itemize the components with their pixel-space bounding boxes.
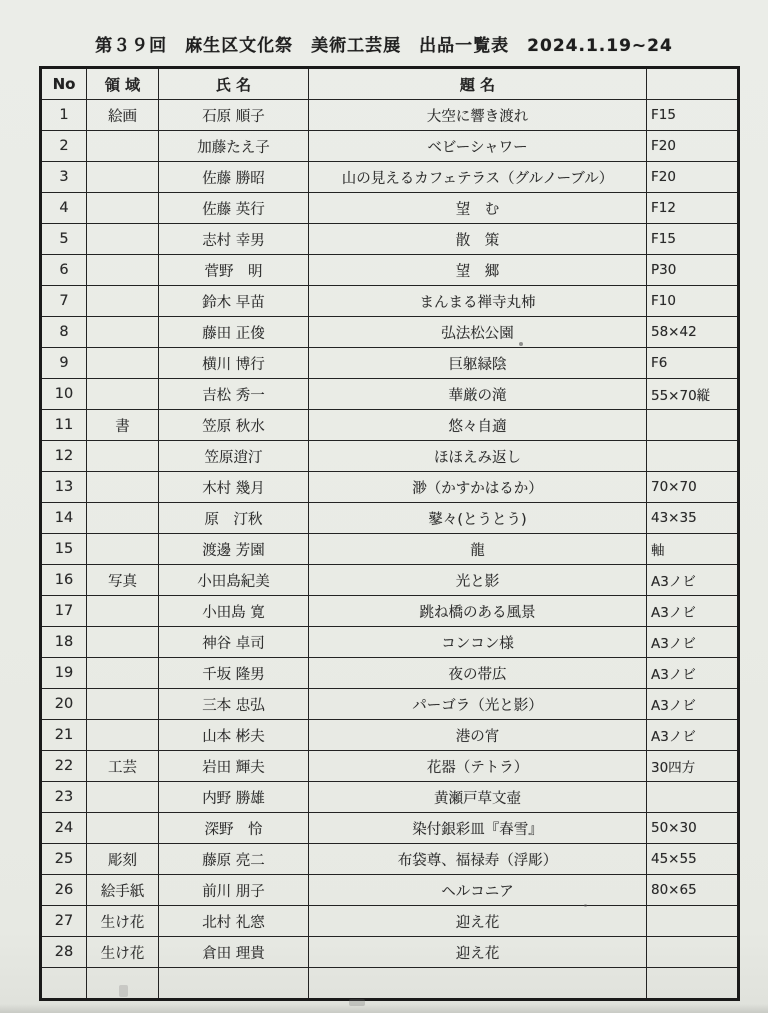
table-row [41,689,739,720]
cell-title: 山の見えるカフェテラス（グルノーブル） [309,162,647,193]
cell-size: F15 [647,100,739,131]
cell-no: 8 [41,317,87,348]
cell-title: 花器（テトラ） [309,751,647,782]
header-row [41,68,739,100]
cell-size: F20 [647,131,739,162]
cell-title: 黄瀬戸草文壺 [309,782,647,813]
cell-name: 藤田 正俊 [159,317,309,348]
cell-no: 5 [41,224,87,255]
cell-field [87,224,159,255]
cell-size: F6 [647,348,739,379]
cell-field [87,162,159,193]
cell-title: 跳ね橋のある風景 [309,596,647,627]
cell-size: P30 [647,255,739,286]
cell-size [647,782,739,813]
cell-name: 佐藤 勝昭 [159,162,309,193]
table-row [41,162,739,193]
cell-size [647,937,739,968]
cell-no: 2 [41,131,87,162]
table-row [41,317,739,348]
table-row [41,224,739,255]
cell-field [87,193,159,224]
cell-field [87,503,159,534]
cell-name: 鈴木 早苗 [159,286,309,317]
cell-name: 笠原 秋水 [159,410,309,441]
cell-field [87,658,159,689]
cell-field: 彫刻 [87,844,159,875]
cell-field: 書 [87,410,159,441]
cell-title: 悠々自適 [309,410,647,441]
cell-name: 渡邊 芳園 [159,534,309,565]
cell-size: F10 [647,286,739,317]
cell-no: 19 [41,658,87,689]
cell-title: 迎え花 [309,906,647,937]
cell-name: 三本 忠弘 [159,689,309,720]
cell-name: 小田島 寛 [159,596,309,627]
cell-size: F20 [647,162,739,193]
cell-field [87,131,159,162]
cell-title: コンコン様 [309,627,647,658]
table-row [41,534,739,565]
scan-edge-shadow [0,1004,768,1013]
cell-size: 50×30 [647,813,739,844]
cell-title: 弘法松公園 [309,317,647,348]
header-field: 領 域 [87,68,159,100]
cell-field [87,968,159,1000]
cell-field: 生け花 [87,937,159,968]
cell-no: 11 [41,410,87,441]
cell-name: 横川 博行 [159,348,309,379]
cell-title: 大空に響き渡れ [309,100,647,131]
cell-title: 港の宵 [309,720,647,751]
cell-size: 43×35 [647,503,739,534]
cell-no: 16 [41,565,87,596]
cell-size: F12 [647,193,739,224]
cell-name: 原 汀秋 [159,503,309,534]
cell-field [87,689,159,720]
cell-size: 55×70縦 [647,379,739,410]
cell-title: 散 策 [309,224,647,255]
table-row [41,131,739,162]
table-row [41,751,739,782]
cell-name: 山本 彬夫 [159,720,309,751]
header-name: 氏 名 [159,68,309,100]
cell-size: A3ノビ [647,689,739,720]
cell-title: 龍 [309,534,647,565]
cell-title [309,968,647,1000]
page-title: 第３９回 麻生区文化祭 美術工芸展 出品一覧表 2024.1.19~24 [95,36,673,56]
cell-no: 25 [41,844,87,875]
cell-title: 布袋尊、福禄寿（浮彫） [309,844,647,875]
table-row [41,813,739,844]
cell-size: 45×55 [647,844,739,875]
cell-name: 北村 礼窓 [159,906,309,937]
cell-field [87,534,159,565]
table-row [41,286,739,317]
cell-title: 華厳の滝 [309,379,647,410]
cell-no: 4 [41,193,87,224]
cell-name: 神谷 卓司 [159,627,309,658]
table-row [41,627,739,658]
cell-title: まんまる禅寺丸柿 [309,286,647,317]
table-row [41,193,739,224]
cell-no: 20 [41,689,87,720]
cell-size [647,906,739,937]
cell-no: 9 [41,348,87,379]
cell-title: パーゴラ（光と影） [309,689,647,720]
table-row [41,410,739,441]
cell-name: 小田島紀美 [159,565,309,596]
cell-title: 鼕々(とうとう) [309,503,647,534]
cell-name: 加藤たえ子 [159,131,309,162]
cell-no: 21 [41,720,87,751]
cell-size: A3ノビ [647,627,739,658]
cell-field: 生け花 [87,906,159,937]
cell-name: 石原 順子 [159,100,309,131]
cell-size: F15 [647,224,739,255]
cell-name: 藤原 亮二 [159,844,309,875]
table-row [41,658,739,689]
cell-no: 23 [41,782,87,813]
cell-size: 58×42 [647,317,739,348]
cell-no: 24 [41,813,87,844]
cell-size: A3ノビ [647,720,739,751]
cell-field [87,627,159,658]
table-header [41,68,739,100]
cell-title: 迎え花 [309,937,647,968]
cell-no: 1 [41,100,87,131]
cell-field [87,813,159,844]
cell-no: 13 [41,472,87,503]
cell-no: 3 [41,162,87,193]
cell-no: 10 [41,379,87,410]
cell-name: 倉田 理貴 [159,937,309,968]
cell-name [159,968,309,1000]
cell-field: 絵手紙 [87,875,159,906]
header-title: 題 名 [309,68,647,100]
table-row [41,348,739,379]
table-row [41,596,739,627]
cell-field: 写真 [87,565,159,596]
header-size [647,68,739,100]
cell-no: 7 [41,286,87,317]
cell-no: 26 [41,875,87,906]
cell-field [87,441,159,472]
cell-title: 夜の帯広 [309,658,647,689]
cell-title: 光と影 [309,565,647,596]
table-row [41,720,739,751]
header-no: No [41,68,87,100]
cell-size: 軸 [647,534,739,565]
cell-size: 80×65 [647,875,739,906]
cell-size: A3ノビ [647,596,739,627]
table-row [41,968,739,1000]
cell-title: 渺（かすかはるか） [309,472,647,503]
exhibition-table [39,66,740,1001]
table-row [41,255,739,286]
cell-field: 工芸 [87,751,159,782]
table-body [41,100,739,1000]
cell-name: 深野 怜 [159,813,309,844]
cell-field [87,596,159,627]
table-row [41,100,739,131]
cell-field [87,782,159,813]
cell-name: 岩田 輝夫 [159,751,309,782]
cell-name: 菅野 明 [159,255,309,286]
cell-name: 佐藤 英行 [159,193,309,224]
cell-title: 望 む [309,193,647,224]
cell-size: A3ノビ [647,658,739,689]
cell-name: 内野 勝雄 [159,782,309,813]
cell-size [647,410,739,441]
cell-field [87,379,159,410]
table-row [41,906,739,937]
cell-size: 30四方 [647,751,739,782]
cell-no: 12 [41,441,87,472]
cell-no: 17 [41,596,87,627]
cell-size [647,441,739,472]
cell-no [41,968,87,1000]
cell-title: ほほえみ返し [309,441,647,472]
table-row [41,565,739,596]
table-row [41,379,739,410]
cell-field [87,472,159,503]
cell-title: ベビーシャワー [309,131,647,162]
cell-name: 千坂 隆男 [159,658,309,689]
cell-field [87,255,159,286]
table-row [41,844,739,875]
table-row [41,875,739,906]
cell-no: 15 [41,534,87,565]
cell-size [647,968,739,1000]
cell-title: 巨躯緑陰 [309,348,647,379]
cell-name: 笠原逍汀 [159,441,309,472]
table-row [41,937,739,968]
cell-size: A3ノビ [647,565,739,596]
cell-title: ヘルコニア [309,875,647,906]
cell-title: 望 郷 [309,255,647,286]
cell-no: 22 [41,751,87,782]
cell-name: 木村 幾月 [159,472,309,503]
cell-name: 吉松 秀一 [159,379,309,410]
cell-field: 絵画 [87,100,159,131]
cell-no: 14 [41,503,87,534]
table-row [41,472,739,503]
cell-field [87,286,159,317]
table-row [41,782,739,813]
table-row [41,503,739,534]
cell-no: 18 [41,627,87,658]
cell-field [87,348,159,379]
cell-size: 70×70 [647,472,739,503]
cell-no: 27 [41,906,87,937]
cell-no: 28 [41,937,87,968]
table-row [41,441,739,472]
cell-field [87,720,159,751]
cell-no: 6 [41,255,87,286]
cell-field [87,317,159,348]
cell-name: 前川 朋子 [159,875,309,906]
cell-name: 志村 幸男 [159,224,309,255]
cell-title: 染付銀彩皿『春雪』 [309,813,647,844]
